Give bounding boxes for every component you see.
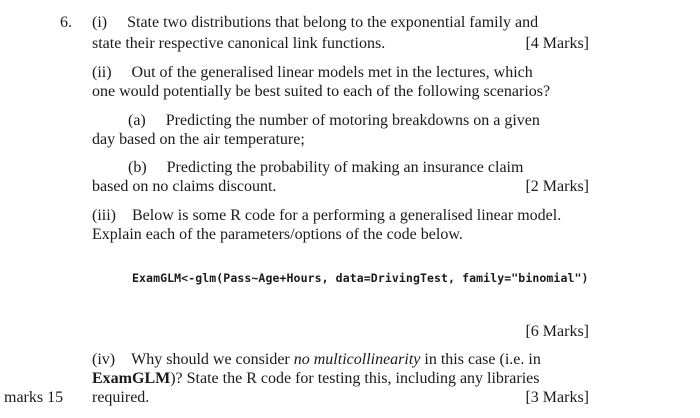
part-ii-line2: one would potentially be best suited to each of the following scenarios? bbox=[92, 83, 551, 100]
part-iii-label: (iii) bbox=[92, 207, 116, 224]
part-iv-marks: [3 Marks] bbox=[525, 389, 589, 406]
part-iv-emphasis: no multicollinearity bbox=[293, 351, 421, 368]
part-iv-model-name: ExamGLM bbox=[92, 370, 171, 387]
part-iv-line2 bbox=[92, 370, 589, 388]
part-ii-a-line2: day based on the air temperature; bbox=[92, 131, 305, 148]
part-iii-line2: Explain each of the parameters/options of the code below. bbox=[92, 226, 463, 243]
question-number: 6. bbox=[60, 14, 72, 31]
part-iv-text-2: )? State the R code for testing this, including any libraries bbox=[170, 370, 540, 387]
part-iii-line1 bbox=[92, 207, 589, 225]
part-ii-b-text-1: Predicting the probability of making an insurance claim bbox=[166, 159, 524, 176]
part-iii-text-1: Below is some R code for a performing a generalised linear model. bbox=[132, 207, 562, 224]
part-iv-line1 bbox=[92, 351, 589, 369]
part-ii-marks: [2 Marks] bbox=[525, 178, 589, 195]
part-iv-text-1b: in this case (i.e. in bbox=[420, 351, 541, 368]
part-i-marks: [4 Marks] bbox=[525, 35, 589, 52]
part-i-line1 bbox=[92, 14, 589, 32]
part-i-text-1: State two distributions that belong to the exponential family and bbox=[127, 14, 539, 31]
part-ii-label: (ii) bbox=[92, 64, 112, 81]
part-iv-line3 bbox=[92, 389, 589, 407]
part-ii-text-1: Out of the generalised linear models met in the lectures, which bbox=[131, 64, 533, 81]
part-ii-b-label: (b) bbox=[128, 159, 147, 176]
part-ii-a-label: (a) bbox=[128, 112, 146, 129]
part-i-label: (i) bbox=[92, 14, 108, 31]
part-iv-text-3: required. bbox=[92, 389, 150, 406]
part-iv-label: (iv) bbox=[92, 351, 116, 368]
part-ii-b-line2 bbox=[92, 178, 589, 196]
part-i-line2 bbox=[92, 35, 589, 53]
part-ii-b-line1 bbox=[92, 159, 589, 177]
part-iii-marks: [6 Marks] bbox=[525, 323, 589, 340]
r-code-block: ExamGLM<-glm(Pass~Age+Hours, data=DrivingTest, family="binomial") bbox=[132, 271, 589, 285]
part-ii-a-text-1: Predicting the number of motoring breakdowns on a given bbox=[165, 112, 540, 129]
total-marks-label: marks 15 bbox=[4, 389, 64, 406]
part-ii-a-line1 bbox=[92, 112, 589, 130]
part-iv-text-1a: Why should we consider bbox=[131, 351, 294, 368]
part-ii-line1 bbox=[92, 64, 589, 82]
part-i-text-2: state their respective canonical link functions. bbox=[92, 35, 386, 52]
part-ii-b-text-2: based on no claims discount. bbox=[92, 178, 277, 195]
